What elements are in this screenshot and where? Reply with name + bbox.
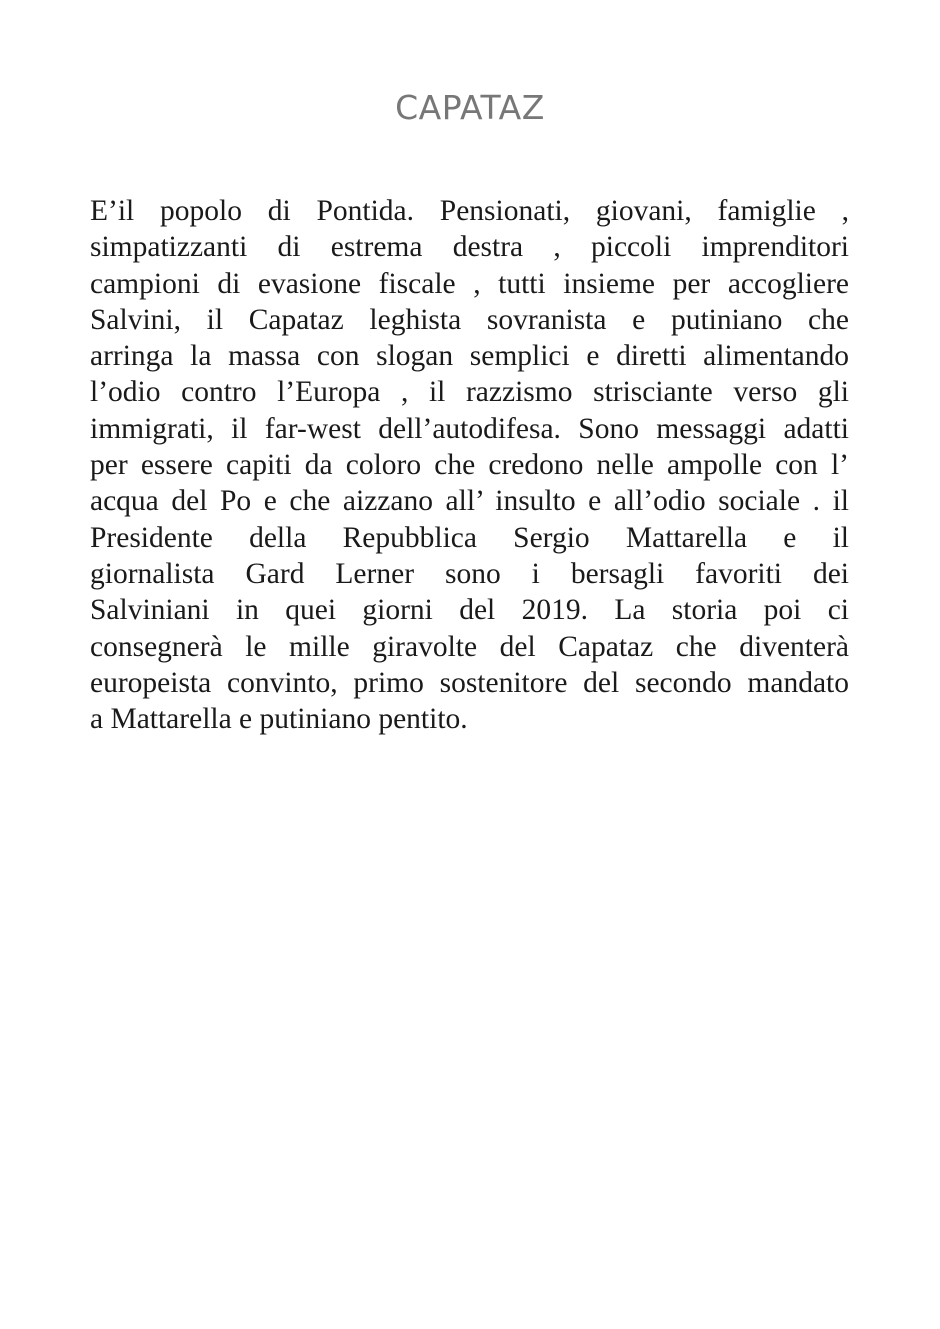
paragraph-line: Salviniani in quei giorni del 2019. La storia poi ci xyxy=(90,594,849,627)
paragraph-line: acqua del Po e che aizzano all’ insulto e all’odio sociale . il xyxy=(90,485,849,518)
paragraph-line: Presidente della Repubblica Sergio Mattarella e il xyxy=(90,521,849,554)
paragraph-line: europeista convinto, primo sostenitore del secondo mandato xyxy=(90,666,849,699)
paragraph-line: consegnerà le mille giravolte del Capataz che diventerà xyxy=(90,630,849,663)
paragraph-line: immigrati, il far-west dell’autodifesa. Sono messaggi adatti xyxy=(90,412,849,445)
paragraph-line: campioni di evasione fiscale , tutti insieme per accogliere xyxy=(90,267,849,300)
paragraph-line: Salvini, il Capataz leghista sovranista e putiniano che xyxy=(90,303,849,336)
paragraph-line: l’odio contro l’Europa , il razzismo strisciante verso gli xyxy=(90,376,849,409)
paragraph-line: per essere capiti da coloro che credono nelle ampolle con l’ xyxy=(90,449,849,482)
paragraph-line: a Mattarella e putiniano pentito. xyxy=(90,703,468,736)
body-paragraph xyxy=(90,193,849,737)
document-title: CAPATAZ xyxy=(395,88,545,127)
paragraph-line: giornalista Gard Lerner sono i bersagli favoriti dei xyxy=(90,557,849,590)
paragraph-line: E’il popolo di Pontida. Pensionati, giovani, famiglie , xyxy=(90,195,849,227)
paragraph-line: simpatizzanti di estrema destra , piccoli imprenditori xyxy=(90,231,849,264)
paragraph-line: arringa la massa con slogan semplici e diretti alimentando xyxy=(90,340,849,373)
